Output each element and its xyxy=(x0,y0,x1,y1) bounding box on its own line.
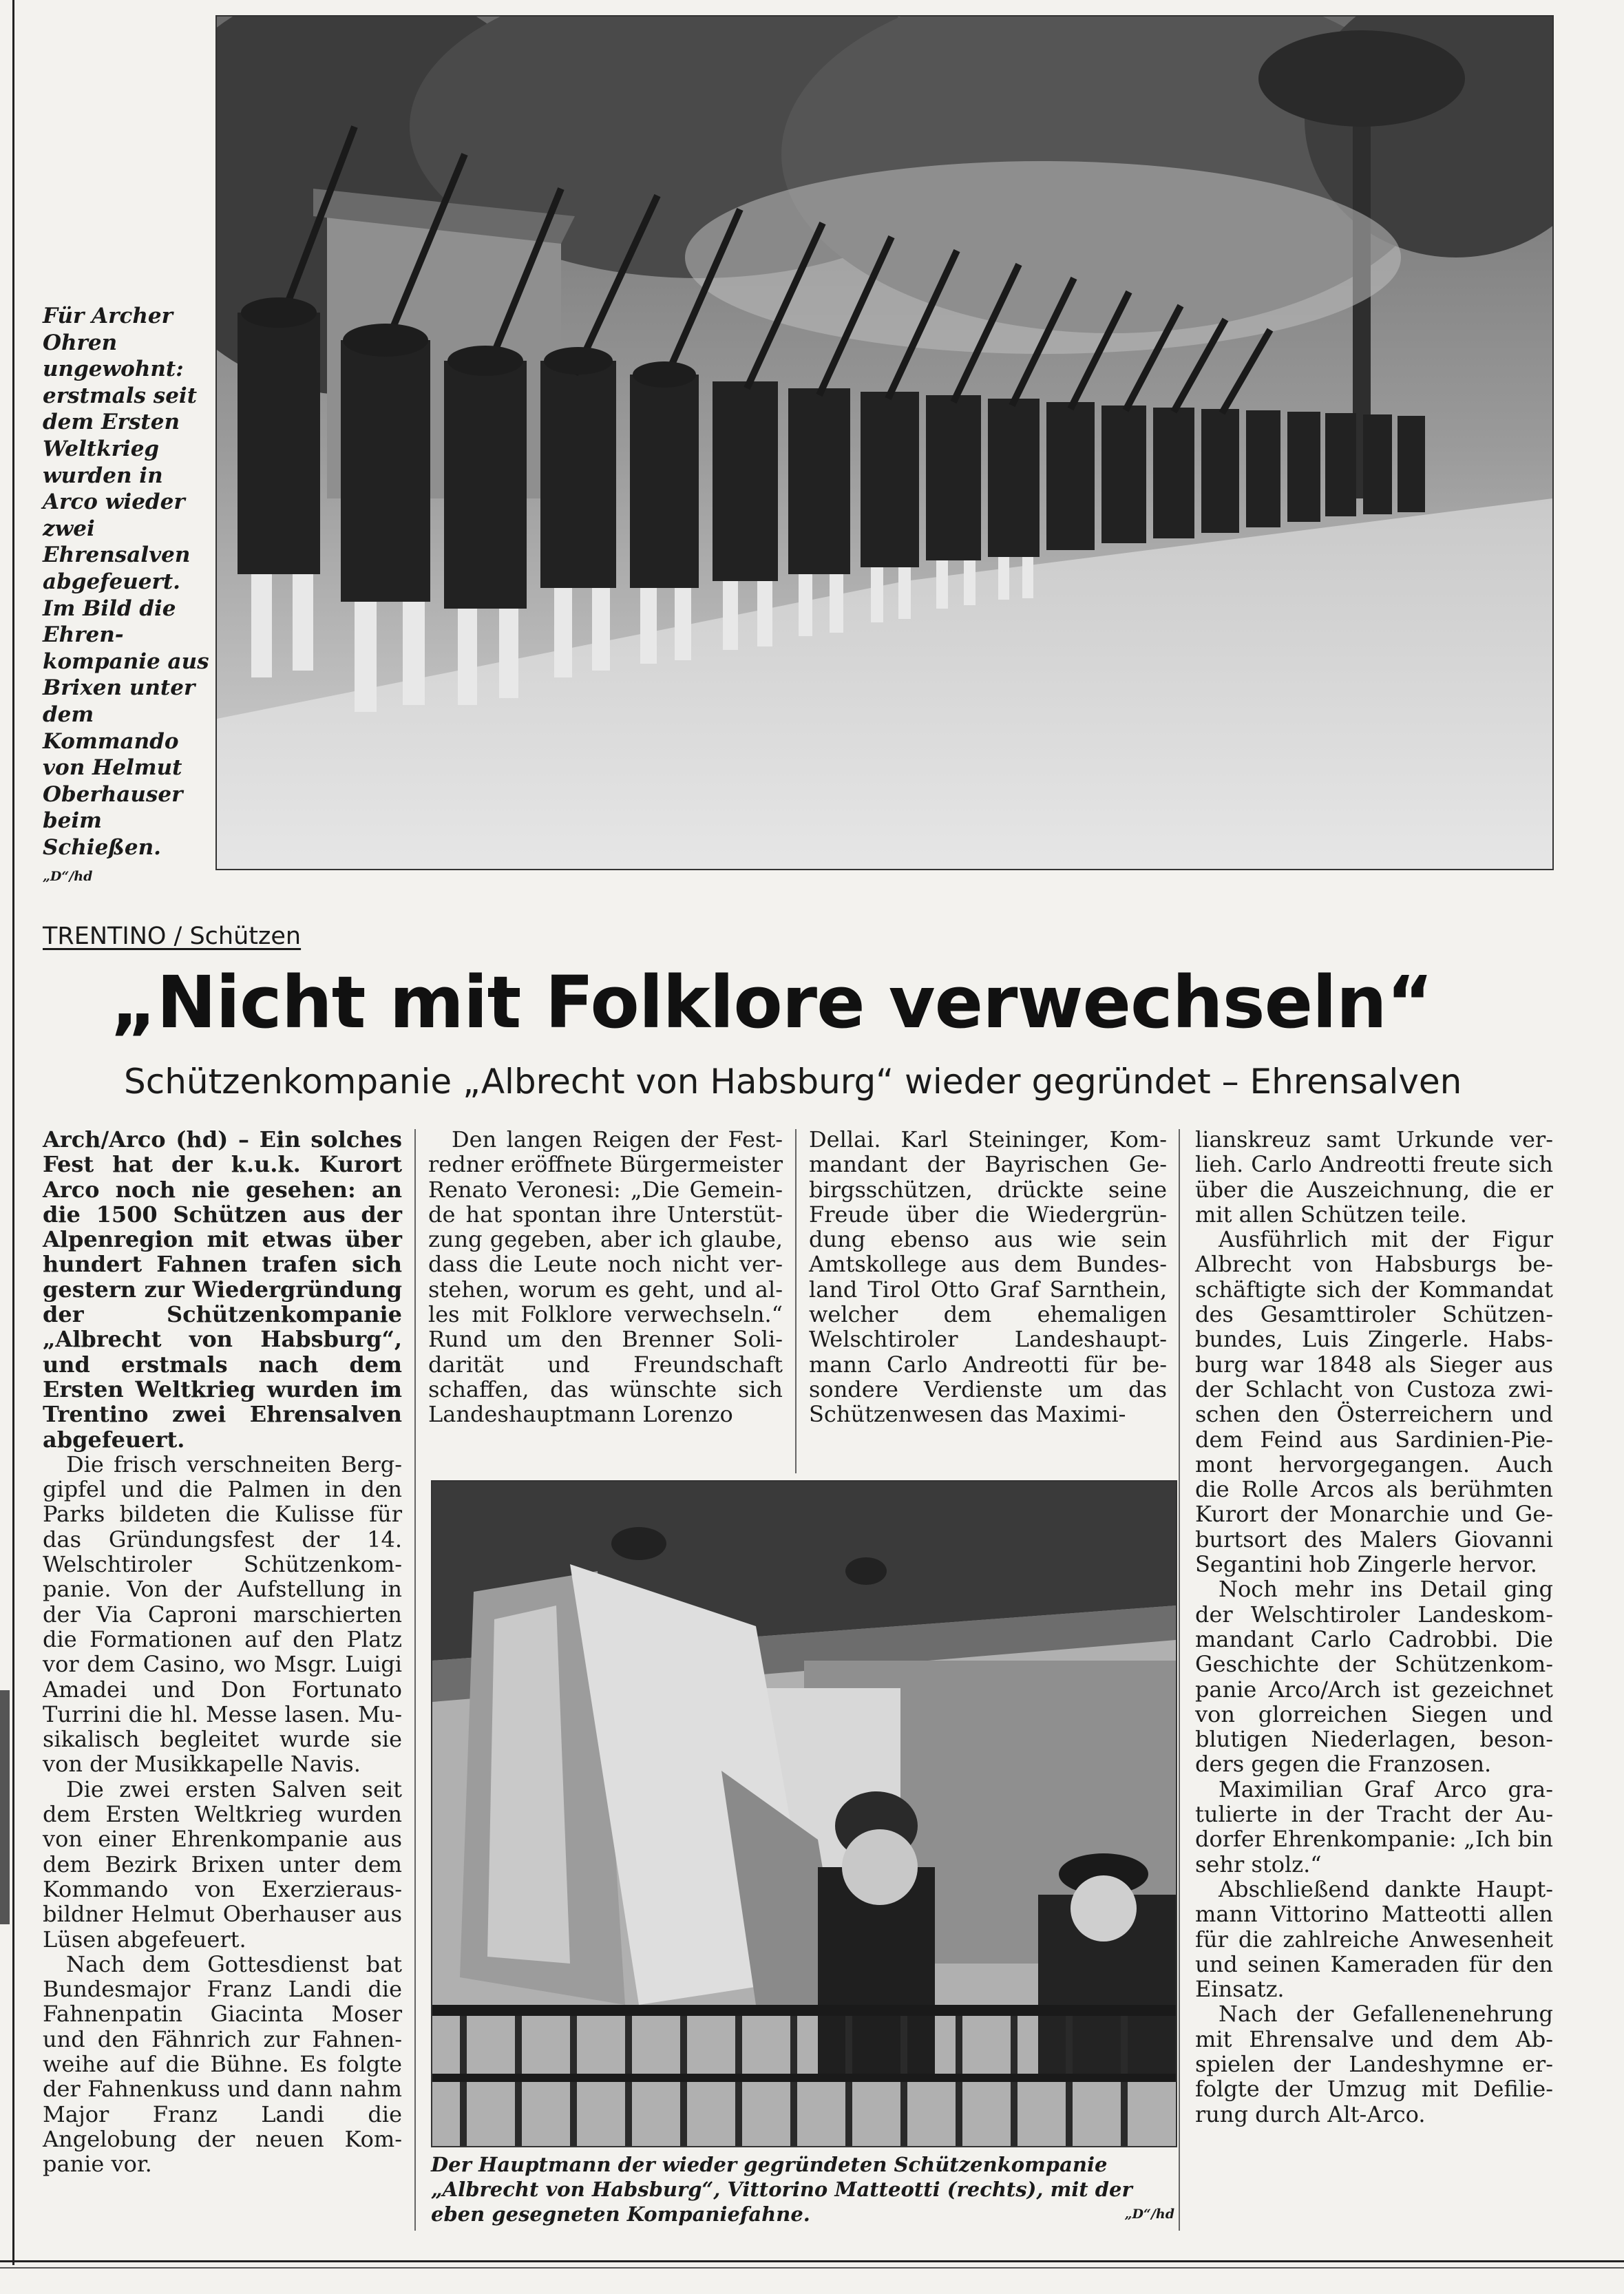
top-photo-credit: „D“/hd xyxy=(43,869,93,885)
article-column-4 xyxy=(1195,1127,1553,2127)
column-rule-1 xyxy=(414,1129,416,2231)
column-rule-2 xyxy=(795,1129,797,1473)
article-column-3 xyxy=(809,1127,1167,1427)
top-photo-marksmen-firing xyxy=(215,15,1554,870)
article-paragraph: Noch mehr ins Detail ging der Welschtiroler Landeskommandant Carlo Cadrobbi. Die Geschichte der Schützenkompanie Arco/Arch ist gezeichnet von glorreichen Siegen und blutigen Niederlagen, besonders gegen die Franzosen. xyxy=(1195,1576,1553,1778)
page-bottom-rule xyxy=(0,2260,1624,2262)
article-paragraph: Dellai. Karl Steininger, Kommandant der Bayrischen Gebirgsschützen, drückte seine Freude über die Wiedergründung ebenso aus wie sein Amtskollege aus dem Bundesland Tirol Otto Graf Sarnthein, welcher dem ehemaligen Welschtiroler Landeshauptmann Carlo Andreotti für besondere Verdienste um das Schützenwesen das Maximi- xyxy=(809,1126,1167,1428)
article-subheadline: Schützenkompanie „Albrecht von Habsburg“ wieder gegründet – Ehrensalven xyxy=(124,1062,1462,1102)
bottom-photo-credit: „D“/hd xyxy=(1124,2207,1174,2222)
article-paragraph: Die zwei ersten Salven seit dem Ersten Weltkrieg wurden von einer Ehrenkompanie aus dem Bezirk Brixen unter dem Kommando von Exerzierausbildner Helmut Oberhauser aus Lüsen abgefeuert. xyxy=(43,1776,402,1953)
bottom-photo-caption xyxy=(431,2152,1174,2227)
article-paragraph: Den langen Reigen der Festredner eröffnete Bürgermeister Renato Veronesi: „Die Gemeinde hat spontan ihre Unterstützung gegeben, aber ich glaube, dass die Leute noch nicht verstehen, worum es geht, und alles mit Folklore verwechseln.“ Rund um den Brenner Solidarität und Freundschaft schaffen, das wünschte sich Landeshauptmann Lorenzo xyxy=(428,1126,783,1428)
article-lead-paragraph: Arch/Arco (hd) – Ein solches Fest hat der k.u.k. Kurort Arco noch nie gesehen: an die 1500 Schützen aus der Alpenregion mit etwas über hundert Fahnen trafen sich gestern zur Wiedergründung der Schützenkompanie „Albrecht von Habsburg“, und erstmals nach dem Ersten Weltkrieg wurden im Trentino zwei Ehrensalven abgefeuert. xyxy=(43,1126,402,1453)
bottom-photo-captain-with-flag xyxy=(431,1480,1177,2147)
article-headline: „Nicht mit Folklore verwechseln“ xyxy=(110,960,1433,1044)
bottom-photo-caption-text: Der Hauptmann der wieder gegründeten Schützenkompanie „Albrecht von Habsburg“, Vittorino Matteotti (rechts), mit der eben gesegneten Kompaniefahne. xyxy=(431,2153,1132,2226)
article-paragraph: Maximilian Graf Arco gratulierte in der Tracht der Audorfer Ehrenkompanie: „Ich bin sehr stolz.“ xyxy=(1195,1776,1553,1877)
top-photo-caption-text: Für Archer Ohren ungewohnt: erstmals seit dem Ersten Weltkrieg wurden in Arco wieder zwei Ehrensalven abgefeuert. Im Bild die Ehren-kompanie aus Brixen unter dem Kommando von Helmut Oberhauser beim Schießen. xyxy=(43,304,209,860)
article-column-2 xyxy=(428,1127,783,1427)
page-edge-shadow xyxy=(0,1690,10,1924)
page-bottom-rule-thin xyxy=(0,2267,1624,2269)
article-column-1 xyxy=(43,1127,402,2176)
top-photo-caption xyxy=(43,303,215,890)
page-left-rule xyxy=(12,0,14,2265)
article-paragraph: lianskreuz samt Urkunde verlieh. Carlo Andreotti freute sich über die Auszeichnung, die er mit allen Schützen teile. xyxy=(1195,1126,1553,1228)
article-paragraph: Nach dem Gottesdienst bat Bundesmajor Franz Landi die Fahnenpatin Giacinta Moser und den Fähnrich zur Fahnenweihe auf die Bühne. Es folgte der Fahnenkuss und dann nahm Major Franz Landi die Angelobung der neuen Kompanie vor. xyxy=(43,1950,402,2178)
article-paragraph: Nach der Gefallenenehrung mit Ehrensalve und dem Abspielen der Landeshymne erfolgte der Umzug mit Defilierung durch Alt-Arco. xyxy=(1195,2001,1553,2127)
article-paragraph: Die frisch verschneiten Berggipfel und die Palmen in den Parks bildeten die Kulisse für das Gründungsfest der 14. Welschtiroler Schützenkompanie. Von der Aufstellung in der Via Caproni marschierten die Formationen auf den Platz vor dem Casino, wo Msgr. Luigi Amadei und Don Fortunato Turrini die hl. Messe lasen. Musikalisch begleitet wurde sie von der Musikkapelle Navis. xyxy=(43,1451,402,1778)
column-rule-3 xyxy=(1179,1129,1180,2231)
article-paragraph: Abschließend dankte Hauptmann Vittorino Matteotti allen für die zahlreiche Anwesenheit und seinen Kameraden für den Einsatz. xyxy=(1195,1875,1553,2003)
section-rubric: TRENTINO / Schützen xyxy=(43,923,302,950)
article-paragraph: Ausführlich mit der Figur Albrecht von Habsburgs beschäftigte sich der Kommandat des Gesamttiroler Schützenbundes, Luis Zingerle. Habsburg war 1848 als Sieger aus der Schlacht von Custoza zwischen den Österreichern und dem Feind aus Sardinien-Piemont hervorgegangen. Auch die Rolle Arcos als berühmten Kurort der Monarchie und Geburtsort des Malers Giovanni Segantini hob Zingerle hervor. xyxy=(1195,1226,1553,1578)
